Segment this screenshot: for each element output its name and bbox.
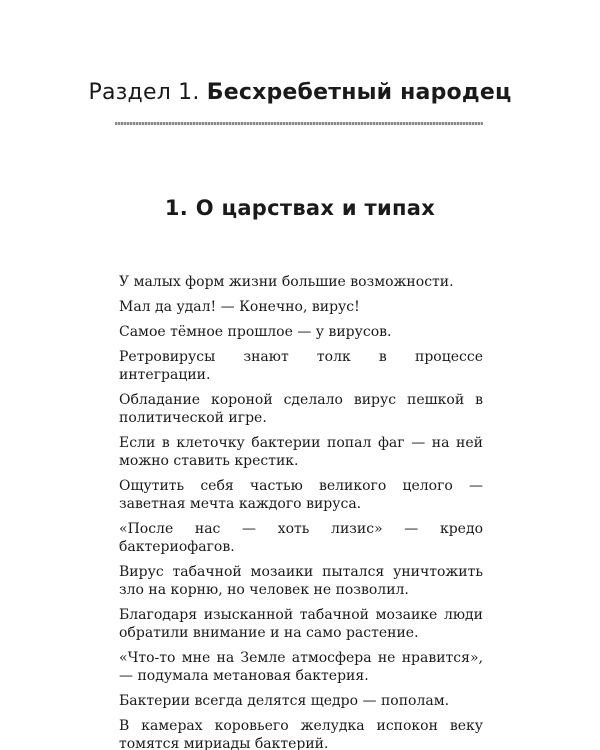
paragraph: Обладание короной сделало вирус пешкой в политической игре. <box>119 392 483 426</box>
section-title: Бесхребетный народец <box>206 80 512 105</box>
paragraph: «Что-то мне на Земле атмосфера не нравится», — подумала метановая бактерия. <box>119 650 483 684</box>
section-heading <box>0 80 600 105</box>
section-label: Раздел 1. <box>88 80 200 105</box>
paragraph: Если в клеточку бактерии попал фаг — на ней можно ставить крестик. <box>119 435 483 469</box>
paragraph: В камерах коровьего желудка испокон веку томятся мириады бактерий. <box>119 718 483 750</box>
paragraph: Мал да удал! — Конечно, вирус! <box>119 299 360 315</box>
paragraph: Ощутить себя частью великого целого — заветная мечта каждого вируса. <box>119 478 483 512</box>
body-text <box>119 273 483 750</box>
paragraph: «После нас — хоть лизис» — кредо бактериофагов. <box>119 521 483 555</box>
section-divider <box>115 122 483 125</box>
paragraph: Бактерии всегда делятся щедро — пополам. <box>119 693 450 709</box>
paragraph: Самое тёмное прошлое — у вирусов. <box>119 324 392 340</box>
paragraph: Вирус табачной мозаики пытался уничтожить зло на корню, но человек не позволил. <box>119 564 483 598</box>
paragraph: У малых форм жизни большие возможности. <box>119 274 454 290</box>
paragraph: Благодаря изысканной табачной мозаике люди обратили внимание и на само растение. <box>119 607 483 641</box>
chapter-title: 1. О царствах и типах <box>164 196 436 220</box>
paragraph: Ретровирусы знают толк в процессе интеграции. <box>119 349 483 383</box>
